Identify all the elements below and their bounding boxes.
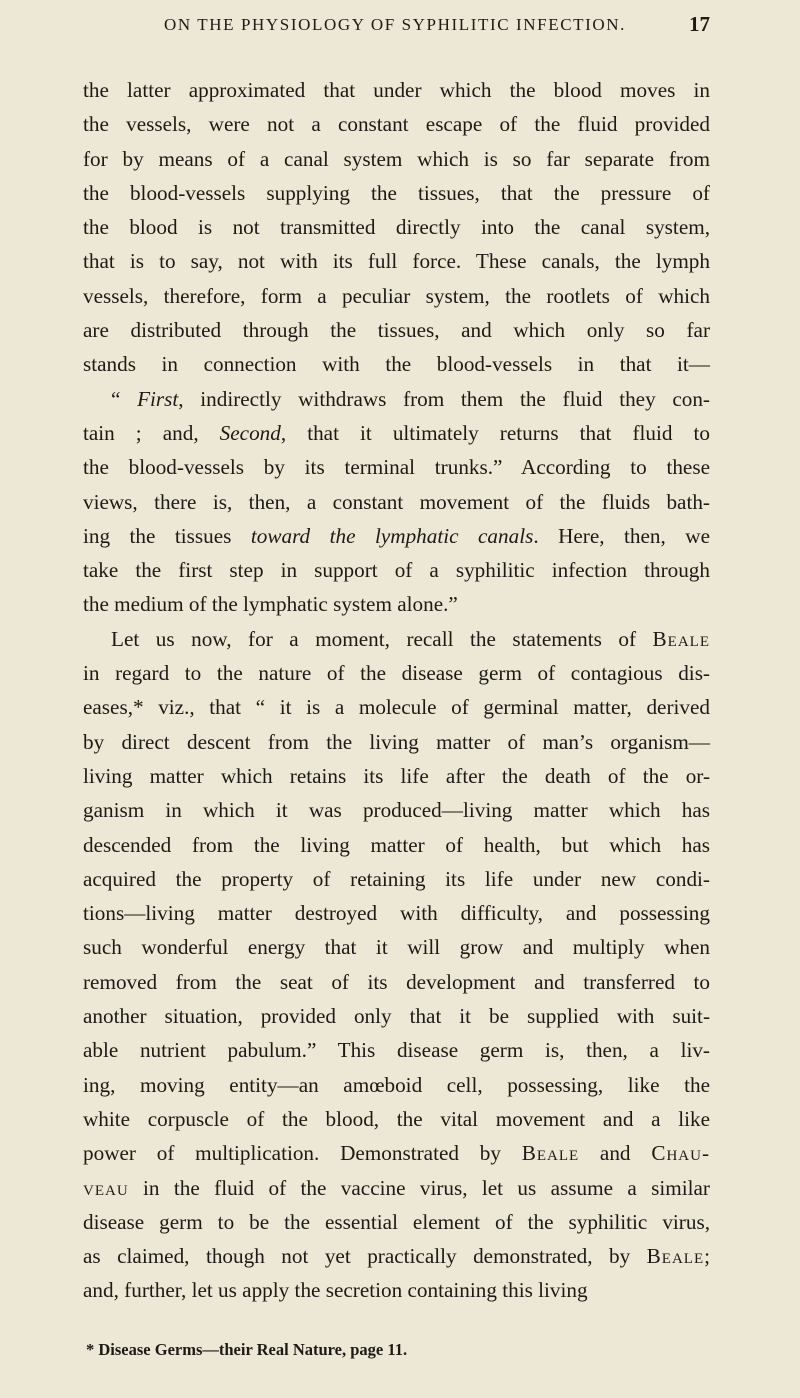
running-head-title: ON THE PHYSIOLOGY OF SYPHILITIC INFECTION. — [164, 15, 626, 34]
text-line: the medium of the lymphatic system alone.” — [83, 592, 458, 617]
text-line: tain ; and, Second, that it ultimately returns that fluid to — [83, 420, 710, 445]
text-line: veau in the fluid of the vaccine virus, let us assume a similar — [83, 1175, 710, 1200]
text-line: such wonderful energy that it will grow and multiply when — [83, 935, 710, 960]
text-line: the blood-vessels by its terminal trunks.” According to these — [83, 455, 710, 480]
text-line: are distributed through the tissues, and which only so far — [83, 318, 710, 343]
text-line: the vessels, were not a constant escape of the fluid provided — [83, 112, 710, 137]
text-line: in regard to the nature of the disease germ of contagious dis- — [83, 661, 710, 686]
text-line: ing, moving entity—an amœboid cell, possessing, like the — [83, 1072, 710, 1097]
body-text — [83, 73, 710, 1308]
text-line: removed from the seat of its development and transferred to — [83, 969, 710, 994]
text-line: able nutrient pabulum.” This disease germ is, then, a liv- — [83, 1038, 710, 1063]
footnote: * Disease Germs—their Real Nature, page 11. — [86, 1340, 408, 1359]
text-line: vessels, therefore, form a peculiar system, the rootlets of which — [83, 283, 710, 308]
text-line: views, there is, then, a constant movement of the fluids bath- — [83, 489, 710, 514]
text-line: acquired the property of retaining its life under new condi- — [83, 866, 710, 891]
text-line: another situation, provided only that it be supplied with suit- — [83, 1004, 710, 1029]
text-line: the blood-vessels supplying the tissues, that the pressure of — [83, 180, 710, 205]
text-line: disease germ to be the essential element of the syphilitic virus, — [83, 1209, 710, 1234]
text-line: living matter which retains its life after the death of the or- — [83, 763, 710, 788]
text-line: tions—living matter destroyed with difficulty, and possessing — [83, 901, 710, 926]
text-line: stands in connection with the blood-vessels in that it— — [83, 352, 710, 377]
text-line: ing the tissues toward the lymphatic canals. Here, then, we — [83, 523, 710, 548]
text-line: by direct descent from the living matter of man’s organism— — [83, 729, 710, 754]
text-line: as claimed, though not yet practically demonstrated, by Beale; — [83, 1244, 710, 1269]
text-line: the blood is not transmitted directly into the canal system, — [83, 215, 710, 240]
text-line: Let us now, for a moment, recall the statements of Beale — [111, 626, 710, 651]
text-line: and, further, let us apply the secretion containing this living — [83, 1278, 588, 1303]
page-number: 17 — [689, 12, 710, 36]
text-line: “ First, indirectly withdraws from them the fluid they con- — [111, 386, 710, 411]
text-line: the latter approximated that under which the blood moves in — [83, 78, 710, 102]
text-line: for by means of a canal system which is so far separate from — [83, 146, 710, 171]
running-head — [80, 12, 710, 42]
text-line: take the first step in support of a syphilitic infection through — [83, 558, 710, 583]
text-line: power of multiplication. Demonstrated by Beale and Chau- — [83, 1141, 710, 1166]
text-line: ganism in which it was produced—living matter which has — [83, 798, 710, 823]
text-line: that is to say, not with its full force. These canals, the lymph — [83, 249, 710, 274]
text-line: eases,* viz., that “ it is a molecule of germinal matter, derived — [83, 695, 710, 720]
text-line: white corpuscle of the blood, the vital movement and a like — [83, 1106, 710, 1131]
text-line: descended from the living matter of health, but which has — [83, 832, 710, 857]
